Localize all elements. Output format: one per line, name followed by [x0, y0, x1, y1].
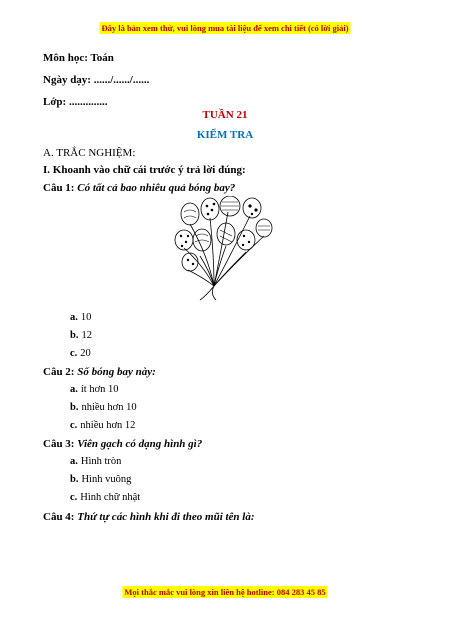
- option-text: 20: [80, 348, 91, 359]
- date-line: Ngày dạy: ....../....../......: [43, 74, 150, 86]
- question-3-option-a[interactable]: [70, 456, 121, 467]
- question-text: Thứ tự các hình khi đi theo mũi tên là:: [77, 511, 255, 523]
- option-text: Hình vuông: [81, 474, 132, 485]
- question-3-option-b[interactable]: [70, 474, 131, 485]
- question-label: Câu 3:: [43, 438, 75, 450]
- option-key: b.: [70, 474, 79, 485]
- question-text: Viên gạch có dạng hình gì?: [77, 438, 203, 450]
- test-title: KIỂM TRA: [196, 129, 254, 141]
- question-label: Câu 2:: [43, 366, 75, 378]
- hotline-banner: Mọi thắc mắc vui lòng xin liên hệ hotline: 084 283 45 85: [124, 587, 326, 597]
- option-key: b.: [70, 402, 79, 413]
- balloon-bunch-illustration: [170, 196, 274, 302]
- option-key: a.: [70, 384, 78, 395]
- question-1-option-b[interactable]: [70, 330, 92, 341]
- preview-notice-banner: Đây là bản xem thử, vui lòng mua tài liệu để xem chi tiết (có lời giải): [101, 23, 349, 33]
- question-1-option-a[interactable]: [70, 312, 91, 323]
- option-text: ít hơn 10: [80, 384, 119, 395]
- question-4: [43, 511, 255, 523]
- week-title: TUẦN 21: [202, 109, 248, 121]
- option-text: nhiều hơn 10: [81, 402, 137, 413]
- question-2-option-b[interactable]: [70, 402, 137, 413]
- option-key: c.: [70, 348, 78, 359]
- option-text: nhiều hơn 12: [80, 420, 136, 431]
- question-text: Có tất cả bao nhiêu quả bóng bay?: [77, 182, 236, 194]
- question-text: Số bóng bay này:: [77, 366, 156, 378]
- option-key: c.: [70, 420, 78, 431]
- question-1: [43, 182, 235, 194]
- question-3: [43, 438, 202, 450]
- question-2-option-c[interactable]: [70, 420, 135, 431]
- option-key: a.: [70, 312, 78, 323]
- question-2-option-a[interactable]: [70, 384, 119, 395]
- question-3-option-c[interactable]: [70, 492, 140, 503]
- option-text: Hình chữ nhật: [80, 492, 141, 503]
- option-key: b.: [70, 330, 79, 341]
- option-key: c.: [70, 492, 78, 503]
- option-key: a.: [70, 456, 78, 467]
- class-line: Lớp: ..............: [43, 96, 108, 108]
- section-a-heading: A. TRẮC NGHIỆM:: [43, 147, 136, 159]
- option-text: 10: [80, 312, 92, 323]
- option-text: 12: [81, 330, 92, 341]
- subject-line: Môn học: Toán: [43, 52, 114, 64]
- option-text: Hình tròn: [80, 456, 122, 467]
- question-2: [43, 366, 156, 378]
- question-1-option-c[interactable]: [70, 348, 91, 359]
- question-label: Câu 4:: [43, 511, 75, 523]
- question-label: Câu 1:: [43, 182, 75, 194]
- section-i-instruction: I. Khoanh vào chữ cái trước ý trả lời đúng:: [43, 164, 246, 176]
